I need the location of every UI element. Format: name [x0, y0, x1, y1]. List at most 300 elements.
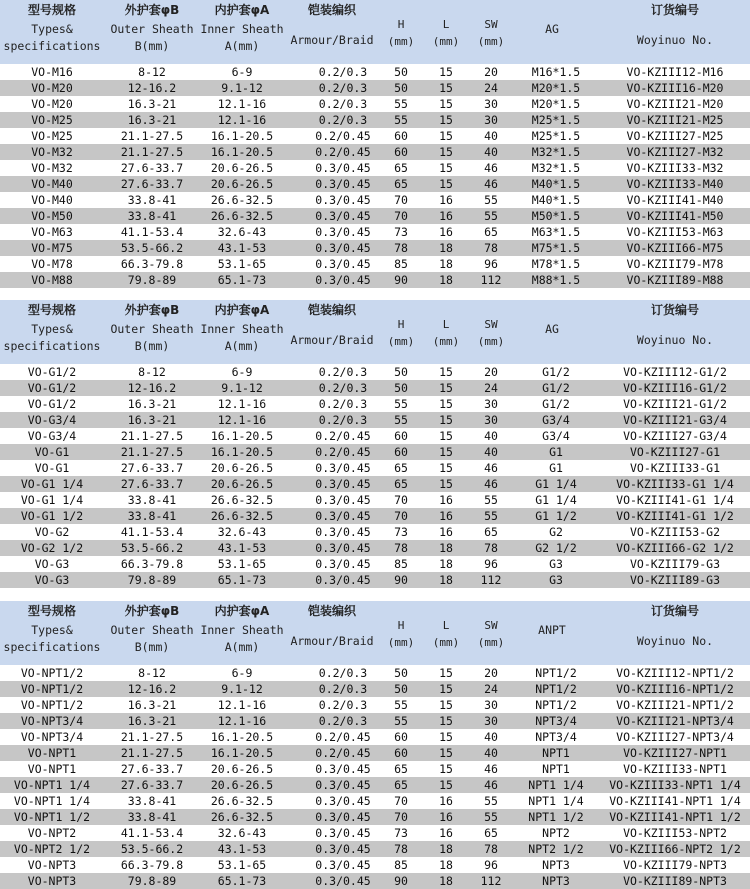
header-thread: [512, 0, 592, 64]
cell-h: 60: [394, 145, 408, 159]
table-row: [0, 729, 750, 745]
header-inner-sheath: [200, 601, 284, 665]
cell-outer: 8-12: [138, 666, 166, 680]
header-order-cn: 订货编号: [650, 3, 699, 17]
cell-l: 18: [439, 541, 453, 555]
cell-h: 55: [394, 97, 408, 111]
cell-order: VO-KZIII33-M40: [626, 177, 724, 191]
cell-outer: 21.1-27.5: [120, 445, 184, 459]
cell-thread: G3/4: [542, 429, 570, 443]
cell-type: VO-M88: [31, 273, 73, 287]
cell-outer: 16.3-21: [127, 698, 177, 712]
cell-l: 15: [439, 762, 453, 776]
cell-armour: 0.2/0.3: [318, 682, 368, 696]
cell-type: VO-G1 1/2: [20, 509, 84, 523]
cell-type: VO-NPT1: [27, 746, 77, 760]
cell-sw: 46: [484, 177, 498, 191]
table-row: [0, 492, 750, 508]
cell-sw: 96: [484, 557, 498, 571]
cell-type: VO-G1 1/4: [20, 493, 84, 507]
cell-order: VO-KZIII53-G2: [629, 525, 720, 539]
cell-armour: 0.3/0.45: [315, 826, 371, 840]
cell-inner: 9.1-12: [221, 381, 263, 395]
cell-inner: 12.1-16: [217, 397, 267, 411]
table-row: [0, 240, 750, 256]
header-l: [422, 0, 470, 64]
header-thread: [512, 300, 592, 364]
cell-sw: 40: [484, 445, 498, 459]
cell-order: VO-KZIII33-G1 1/4: [616, 477, 734, 491]
cell-sw: 65: [484, 525, 498, 539]
cell-outer: 41.1-53.4: [120, 525, 184, 539]
cell-h: 90: [394, 273, 408, 287]
cell-type: VO-M25: [31, 113, 73, 127]
cell-thread: G3: [549, 573, 563, 587]
cell-h: 50: [394, 365, 408, 379]
cell-inner: 20.6-26.5: [210, 778, 274, 792]
cell-outer: 8-12: [138, 65, 166, 79]
cell-order: VO-KZIII27-G3/4: [623, 429, 727, 443]
cell-l: 15: [439, 145, 453, 159]
cell-inner: 16.1-20.5: [210, 746, 274, 760]
cell-order: VO-KZIII53-NPT2: [623, 826, 727, 840]
cell-type: VO-M78: [31, 257, 73, 271]
cell-outer: 66.3-79.8: [120, 257, 184, 271]
table-row: [0, 176, 750, 192]
cell-inner: 16.1-20.5: [210, 445, 274, 459]
cell-thread: NPT3: [542, 858, 570, 872]
cell-inner: 16.1-20.5: [210, 129, 274, 143]
header-h-label: H (mm): [387, 619, 415, 649]
cell-inner: 32.6-43: [217, 225, 267, 239]
cell-order: VO-KZIII89-M88: [626, 273, 724, 287]
cell-armour: 0.3/0.45: [315, 794, 371, 808]
cell-h: 78: [394, 241, 408, 255]
header-thread-label: ANPT: [538, 623, 566, 637]
table-row: [0, 508, 750, 524]
cell-l: 16: [439, 509, 453, 523]
cell-inner: 43.1-53: [217, 541, 267, 555]
cell-sw: 78: [484, 842, 498, 856]
cell-type: VO-NPT2: [27, 826, 77, 840]
header-armour-cn: 铠装编织: [307, 3, 356, 17]
table-row: [0, 64, 750, 80]
cell-order: VO-KZIII41-NPT1 1/2: [609, 810, 741, 824]
cell-armour: 0.3/0.45: [315, 509, 371, 523]
cell-sw: 30: [484, 714, 498, 728]
cell-type: VO-NPT3: [27, 874, 77, 888]
table-row: [0, 160, 750, 176]
cell-type: VO-NPT1 1/2: [13, 810, 91, 824]
cell-sw: 112: [480, 874, 502, 888]
cell-h: 73: [394, 225, 408, 239]
cell-outer: 27.6-33.7: [120, 461, 184, 475]
cell-l: 15: [439, 682, 453, 696]
cell-h: 65: [394, 161, 408, 175]
cell-sw: 30: [484, 97, 498, 111]
table-row: [0, 745, 750, 761]
cell-outer: 33.8-41: [127, 810, 177, 824]
header-h-label: H (mm): [387, 18, 415, 48]
header-inner-cn: 内护套φA: [214, 303, 270, 317]
cell-type: VO-NPT1 1/4: [13, 778, 91, 792]
cell-l: 16: [439, 493, 453, 507]
header-type-cn: 型号规格: [27, 3, 76, 17]
cell-thread: M32*1.5: [531, 161, 581, 175]
cell-inner: 12.1-16: [217, 698, 267, 712]
cell-armour: 0.2/0.3: [318, 413, 368, 427]
cell-sw: 78: [484, 241, 498, 255]
cell-thread: M88*1.5: [531, 273, 581, 287]
cell-l: 15: [439, 129, 453, 143]
header-inner-en: Inner Sheath A(mm): [200, 623, 284, 654]
cell-armour: 0.2/0.45: [315, 730, 371, 744]
cell-l: 15: [439, 177, 453, 191]
cell-h: 50: [394, 81, 408, 95]
cell-l: 18: [439, 257, 453, 271]
cell-inner: 32.6-43: [217, 525, 267, 539]
cell-type: VO-G3: [34, 557, 70, 571]
cell-l: 15: [439, 714, 453, 728]
cell-inner: 53.1-65: [217, 858, 267, 872]
cell-h: 78: [394, 842, 408, 856]
cell-sw: 30: [484, 698, 498, 712]
cell-inner: 26.6-32.5: [210, 794, 274, 808]
cell-inner: 53.1-65: [217, 557, 267, 571]
cell-order: VO-KZIII33-NPT1: [623, 762, 727, 776]
cell-h: 85: [394, 557, 408, 571]
cell-h: 73: [394, 525, 408, 539]
cell-thread: G1/2: [542, 365, 570, 379]
cell-armour: 0.3/0.45: [315, 541, 371, 555]
cell-thread: NPT1 1/2: [528, 810, 584, 824]
cell-h: 65: [394, 762, 408, 776]
cell-thread: NPT1/2: [535, 682, 577, 696]
cell-armour: 0.3/0.45: [315, 525, 371, 539]
header-outer-cn: 外护套φB: [124, 303, 180, 317]
cell-type: VO-G3: [34, 573, 70, 587]
cell-thread: G3/4: [542, 413, 570, 427]
cell-type: VO-M50: [31, 209, 73, 223]
cell-sw: 30: [484, 413, 498, 427]
header-type-en: Types& specifications: [3, 322, 101, 353]
cell-h: 70: [394, 209, 408, 223]
cell-inner: 26.6-32.5: [210, 810, 274, 824]
cell-sw: 55: [484, 493, 498, 507]
header-h: [380, 300, 422, 364]
table-row: [0, 428, 750, 444]
cell-thread: M40*1.5: [531, 177, 581, 191]
cell-thread: G2 1/2: [535, 541, 577, 555]
cell-l: 15: [439, 381, 453, 395]
header-outer-sheath: [104, 300, 200, 364]
cell-l: 18: [439, 858, 453, 872]
cell-inner: 6-9: [231, 65, 253, 79]
header-l: [422, 601, 470, 665]
header-order-en: Woyinuo No.: [636, 634, 714, 648]
header-sw: [470, 300, 512, 364]
cell-sw: 20: [484, 365, 498, 379]
cell-thread: M32*1.5: [531, 145, 581, 159]
cell-type: VO-M40: [31, 177, 73, 191]
cell-armour: 0.2/0.45: [315, 445, 371, 459]
cell-outer: 33.8-41: [127, 209, 177, 223]
cell-l: 18: [439, 273, 453, 287]
cell-order: VO-KZIII66-M75: [626, 241, 724, 255]
cell-armour: 0.3/0.45: [315, 209, 371, 223]
header-outer-sheath: [104, 601, 200, 665]
cell-armour: 0.3/0.45: [315, 477, 371, 491]
cell-order: VO-KZIII21-M20: [626, 97, 724, 111]
header-type: [0, 601, 104, 665]
cell-thread: G1 1/4: [535, 477, 577, 491]
cell-armour: 0.3/0.45: [315, 810, 371, 824]
cell-thread: G1 1/2: [535, 509, 577, 523]
table-header: [0, 0, 750, 64]
cell-outer: 33.8-41: [127, 493, 177, 507]
cell-sw: 112: [480, 273, 502, 287]
cell-inner: 9.1-12: [221, 81, 263, 95]
cell-thread: M25*1.5: [531, 129, 581, 143]
cell-outer: 79.8-89: [127, 273, 177, 287]
table-row: [0, 825, 750, 841]
cell-l: 15: [439, 461, 453, 475]
table-row: [0, 793, 750, 809]
cell-armour: 0.2/0.45: [315, 129, 371, 143]
cell-thread: M40*1.5: [531, 193, 581, 207]
table-row: [0, 444, 750, 460]
cell-h: 60: [394, 730, 408, 744]
cell-order: VO-KZIII41-M40: [626, 193, 724, 207]
cell-l: 15: [439, 666, 453, 680]
cell-order: VO-KZIII27-NPT1: [623, 746, 727, 760]
cell-h: 90: [394, 573, 408, 587]
table-row: [0, 857, 750, 873]
header-thread: [512, 601, 592, 665]
cell-thread: M16*1.5: [531, 65, 581, 79]
header-inner-en: Inner Sheath A(mm): [200, 322, 284, 353]
cell-inner: 20.6-26.5: [210, 762, 274, 776]
header-outer-en: Outer Sheath B(mm): [110, 623, 194, 654]
cell-type: VO-M32: [31, 161, 73, 175]
cell-outer: 12-16.2: [127, 682, 177, 696]
cell-h: 50: [394, 682, 408, 696]
header-outer-en: Outer Sheath B(mm): [110, 22, 194, 53]
cell-order: VO-KZIII12-NPT1/2: [616, 666, 734, 680]
cell-type: VO-M25: [31, 129, 73, 143]
table-row: [0, 364, 750, 380]
header-sw-label: SW (mm): [477, 619, 505, 649]
cell-order: VO-KZIII41-NPT1 1/4: [609, 794, 741, 808]
cell-type: VO-G1: [34, 461, 70, 475]
table-row: [0, 873, 750, 889]
header-sw: [470, 0, 512, 64]
table-row: [0, 256, 750, 272]
cell-outer: 12-16.2: [127, 381, 177, 395]
cell-order: VO-KZIII66-G2 1/2: [616, 541, 734, 555]
cell-thread: G1: [549, 461, 563, 475]
header-type-cn: 型号规格: [27, 303, 76, 317]
cell-armour: 0.2/0.3: [318, 666, 368, 680]
cell-l: 15: [439, 746, 453, 760]
cell-order: VO-KZIII21-G1/2: [623, 397, 727, 411]
cell-h: 65: [394, 477, 408, 491]
cell-type: VO-M75: [31, 241, 73, 255]
header-l: [422, 300, 470, 364]
cell-h: 55: [394, 397, 408, 411]
cell-order: VO-KZIII21-NPT3/4: [616, 714, 734, 728]
cell-outer: 33.8-41: [127, 509, 177, 523]
cell-sw: 30: [484, 397, 498, 411]
cell-thread: M20*1.5: [531, 97, 581, 111]
table-row: [0, 681, 750, 697]
cell-armour: 0.3/0.45: [315, 762, 371, 776]
cell-sw: 65: [484, 225, 498, 239]
cell-h: 73: [394, 826, 408, 840]
cell-outer: 12-16.2: [127, 81, 177, 95]
cell-type: VO-G3/4: [27, 413, 77, 427]
cell-h: 55: [394, 714, 408, 728]
cell-sw: 55: [484, 193, 498, 207]
cell-l: 15: [439, 81, 453, 95]
table-row: [0, 224, 750, 240]
header-type-cn: 型号规格: [27, 604, 76, 618]
header-order-cn: 订货编号: [650, 303, 699, 317]
cell-armour: 0.3/0.45: [315, 778, 371, 792]
cell-outer: 53.5-66.2: [120, 241, 184, 255]
cell-inner: 6-9: [231, 666, 253, 680]
cell-type: VO-G1 1/4: [20, 477, 84, 491]
cell-order: VO-KZIII16-M20: [626, 81, 724, 95]
header-armour-en: Armour/Braid: [290, 333, 374, 347]
cell-h: 70: [394, 493, 408, 507]
cell-order: VO-KZIII27-M32: [626, 145, 724, 159]
cell-l: 18: [439, 241, 453, 255]
cell-sw: 46: [484, 778, 498, 792]
cell-type: VO-G3/4: [27, 429, 77, 443]
cell-l: 15: [439, 65, 453, 79]
cell-outer: 21.1-27.5: [120, 746, 184, 760]
cell-l: 15: [439, 113, 453, 127]
cell-type: VO-NPT3/4: [20, 730, 84, 744]
cell-order: VO-KZIII27-NPT3/4: [616, 730, 734, 744]
cell-thread: G1/2: [542, 381, 570, 395]
cell-type: VO-NPT1/2: [20, 682, 84, 696]
cell-order: VO-KZIII66-NPT2 1/2: [609, 842, 741, 856]
cell-l: 15: [439, 445, 453, 459]
cell-type: VO-NPT3/4: [20, 714, 84, 728]
cell-order: VO-KZIII16-NPT1/2: [616, 682, 734, 696]
header-type: [0, 300, 104, 364]
cell-armour: 0.2/0.3: [318, 65, 368, 79]
header-armour: [284, 300, 380, 364]
cell-h: 60: [394, 746, 408, 760]
cell-inner: 65.1-73: [217, 273, 267, 287]
cell-thread: NPT3/4: [535, 714, 577, 728]
cell-outer: 27.6-33.7: [120, 177, 184, 191]
cell-sw: 24: [484, 682, 498, 696]
cell-armour: 0.3/0.45: [315, 241, 371, 255]
cell-order: VO-KZIII79-M78: [626, 257, 724, 271]
cell-order: VO-KZIII21-G3/4: [623, 413, 727, 427]
cell-inner: 26.6-32.5: [210, 493, 274, 507]
cell-sw: 24: [484, 81, 498, 95]
cell-inner: 43.1-53: [217, 842, 267, 856]
cell-h: 65: [394, 778, 408, 792]
cell-thread: NPT2: [542, 826, 570, 840]
header-armour-en: Armour/Braid: [290, 634, 374, 648]
cell-inner: 16.1-20.5: [210, 730, 274, 744]
cell-outer: 16.3-21: [127, 113, 177, 127]
table-row: [0, 272, 750, 288]
cell-l: 16: [439, 525, 453, 539]
header-armour-cn: 铠装编织: [307, 303, 356, 317]
header-h-label: H (mm): [387, 318, 415, 348]
cell-armour: 0.3/0.45: [315, 493, 371, 507]
cell-order: VO-KZIII41-G1 1/2: [616, 509, 734, 523]
cell-sw: 40: [484, 129, 498, 143]
cell-outer: 16.3-21: [127, 714, 177, 728]
header-inner-sheath: [200, 300, 284, 364]
cell-outer: 53.5-66.2: [120, 541, 184, 555]
table-row: [0, 540, 750, 556]
cell-outer: 33.8-41: [127, 193, 177, 207]
cell-l: 15: [439, 778, 453, 792]
cell-inner: 20.6-26.5: [210, 161, 274, 175]
header-inner-cn: 内护套φA: [214, 3, 270, 17]
cell-outer: 8-12: [138, 365, 166, 379]
cell-inner: 32.6-43: [217, 826, 267, 840]
cell-outer: 27.6-33.7: [120, 161, 184, 175]
cell-sw: 40: [484, 145, 498, 159]
cell-type: VO-NPT3: [27, 858, 77, 872]
cell-thread: NPT1 1/4: [528, 778, 584, 792]
table-row: [0, 572, 750, 588]
cell-armour: 0.3/0.45: [315, 193, 371, 207]
cell-order: VO-KZIII79-NPT3: [623, 858, 727, 872]
cell-inner: 26.6-32.5: [210, 193, 274, 207]
header-sw-label: SW (mm): [477, 18, 505, 48]
cell-thread: NPT1 1/4: [528, 794, 584, 808]
cell-l: 16: [439, 810, 453, 824]
cell-l: 15: [439, 365, 453, 379]
header-l-label: L (mm): [432, 619, 460, 649]
header-order-cn: 订货编号: [650, 604, 699, 618]
cell-armour: 0.2/0.45: [315, 429, 371, 443]
table-row: [0, 380, 750, 396]
cell-thread: G3: [549, 557, 563, 571]
cell-h: 90: [394, 874, 408, 888]
cell-armour: 0.2/0.3: [318, 381, 368, 395]
cell-armour: 0.2/0.45: [315, 145, 371, 159]
cell-inner: 12.1-16: [217, 413, 267, 427]
cell-armour: 0.3/0.45: [315, 161, 371, 175]
cell-type: VO-G1/2: [27, 365, 77, 379]
cell-order: VO-KZIII41-G1 1/4: [616, 493, 734, 507]
cell-armour: 0.2/0.3: [318, 81, 368, 95]
cell-sw: 40: [484, 730, 498, 744]
cell-inner: 65.1-73: [217, 573, 267, 587]
cell-l: 18: [439, 842, 453, 856]
cell-h: 60: [394, 445, 408, 459]
cell-outer: 27.6-33.7: [120, 477, 184, 491]
cell-h: 85: [394, 257, 408, 271]
cell-thread: G1: [549, 445, 563, 459]
header-inner-sheath: [200, 0, 284, 64]
cell-sw: 46: [484, 461, 498, 475]
cell-thread: NPT3: [542, 874, 570, 888]
cell-thread: M20*1.5: [531, 81, 581, 95]
